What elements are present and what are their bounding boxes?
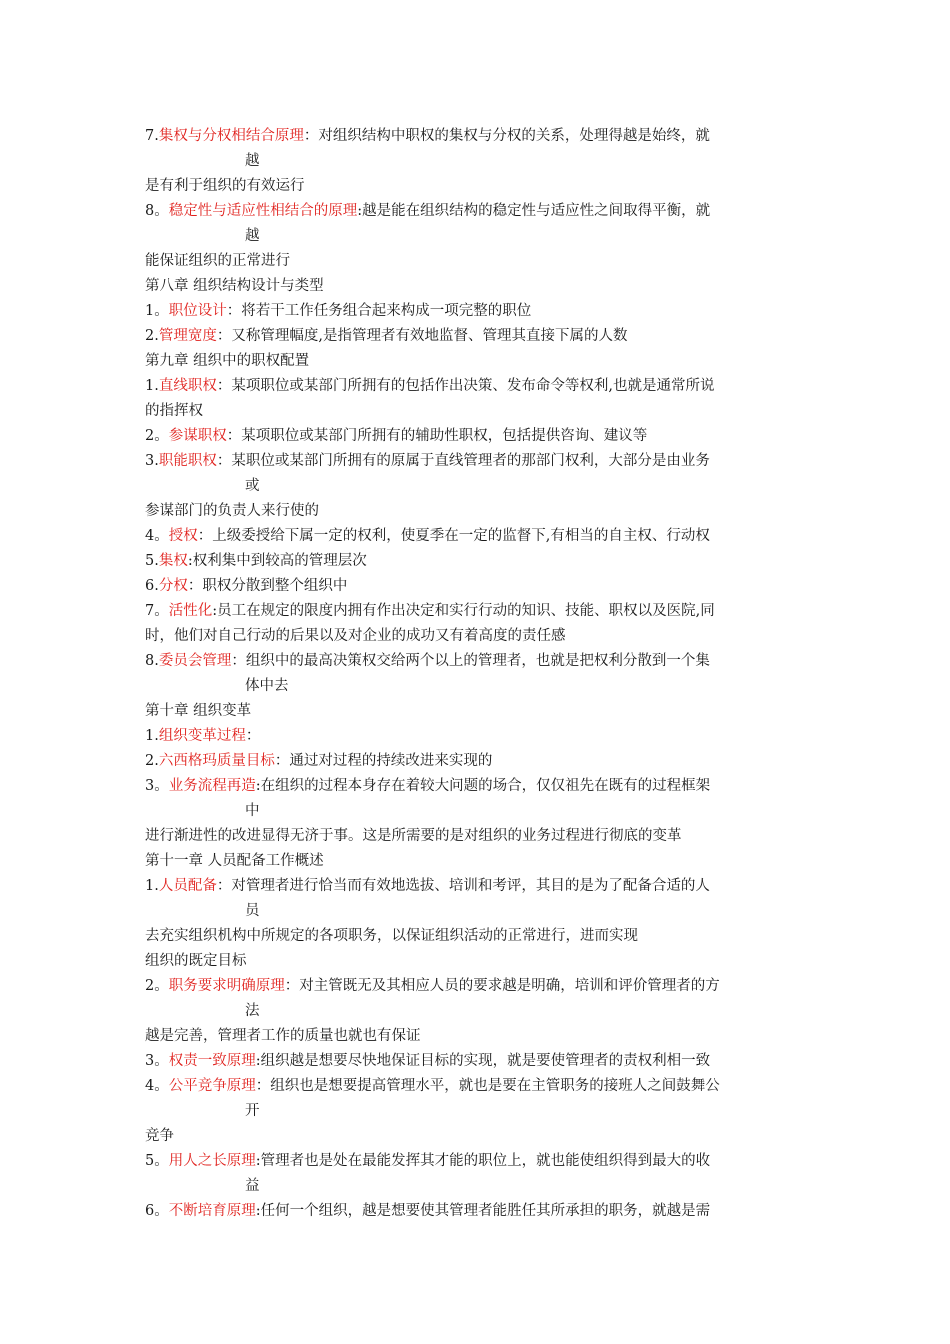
definition-text: 第八章 组织结构设计与类型: [145, 278, 324, 294]
text-line: [145, 249, 810, 274]
term-highlight: 人员配备: [158, 878, 217, 894]
term-highlight: 委员会管理: [158, 653, 232, 669]
item-number: 1。: [145, 303, 169, 319]
text-line: [145, 499, 810, 524]
term-highlight: 授权: [168, 528, 198, 544]
item-number: 1.: [145, 728, 159, 744]
text-line: [145, 724, 810, 749]
definition-text: 开: [245, 1103, 260, 1119]
text-line: [145, 274, 810, 299]
text-line: [145, 999, 810, 1024]
definition-text: 时，他们对自己行动的后果以及对企业的成功又有着高度的责任感: [145, 628, 566, 644]
definition-text: 去充实组织机构中所规定的各项职务，以保证组织活动的正常进行，进而实现: [145, 928, 638, 944]
text-line: [145, 1199, 810, 1224]
text-line: [145, 1049, 810, 1074]
definition-text: 第九章 组织中的职权配置: [145, 353, 310, 369]
item-number: 3。: [145, 1053, 169, 1069]
definition-text: ：某项职位或某部门所拥有的包括作出决策、发布命令等权利,也就是通常所说: [216, 378, 715, 394]
definition-text: 能保证组织的正常进行: [145, 253, 290, 269]
text-line: [145, 799, 810, 824]
item-number: 2。: [145, 428, 169, 444]
definition-text: 竞争: [145, 1128, 174, 1144]
term-highlight: 业务流程再造: [168, 778, 256, 794]
definition-text: 第十章 组织变革: [145, 703, 252, 719]
definition-text: ：又称管理幅度,是指管理者有效地监督、管理其直接下属的人数: [216, 328, 628, 344]
definition-text: ：某项职位或某部门所拥有的辅助性职权，包括提供咨询、建议等: [226, 428, 648, 444]
text-line: [145, 449, 810, 474]
item-number: 1.: [145, 378, 159, 394]
definition-text: ：上级委授给下属一定的权利，使夏季在一定的监督下,有相当的自主权、行动权: [197, 528, 710, 544]
definition-text: :管理者也是处在最能发挥其才能的职位上，就也能使组织得到最大的收: [255, 1153, 711, 1169]
term-highlight: 职位设计: [168, 303, 227, 319]
definition-text: 组织的既定目标: [145, 953, 247, 969]
item-number: 4。: [145, 1078, 169, 1094]
text-line: [145, 224, 810, 249]
item-number: 5.: [145, 553, 159, 569]
term-highlight: 稳定性与适应性相结合的原理: [168, 203, 358, 219]
text-line: [145, 774, 810, 799]
term-highlight: 权责一致原理: [168, 1053, 256, 1069]
text-line: [145, 649, 810, 674]
definition-text: 越是完善，管理者工作的质量也就也有保证: [145, 1028, 421, 1044]
definition-text: ：对组织结构中职权的集权与分权的关系，处理得越是始终，就: [303, 128, 710, 144]
text-line: [145, 699, 810, 724]
item-number: 7。: [145, 603, 169, 619]
definition-text: 越: [245, 153, 260, 169]
term-highlight: 公平竞争原理: [168, 1078, 256, 1094]
text-line: [145, 399, 810, 424]
item-number: 2。: [145, 978, 169, 994]
text-line: [145, 674, 810, 699]
text-line: [145, 1099, 810, 1124]
definition-text: 越: [245, 228, 260, 244]
text-line: [145, 949, 810, 974]
definition-text: :越是能在组织结构的稳定性与适应性之间取得平衡，就: [357, 203, 711, 219]
item-number: 6。: [145, 1203, 169, 1219]
definition-text: 是有利于组织的有效运行: [145, 178, 305, 194]
definition-text: ：对主管既无及其相应人员的要求越是明确，培训和评价管理者的方: [284, 978, 720, 994]
text-line: [145, 574, 810, 599]
definition-text: :员工在规定的限度内拥有作出决定和实行行动的知识、技能、职权以及医院,同: [212, 603, 715, 619]
definition-text: 员: [245, 903, 260, 919]
definition-text: ：通过对过程的持续改进来实现的: [274, 753, 493, 769]
term-highlight: 用人之长原理: [168, 1153, 256, 1169]
text-line: [145, 199, 810, 224]
term-highlight: 六西格玛质量目标: [158, 753, 275, 769]
item-number: 2.: [145, 328, 159, 344]
item-number: 3.: [145, 453, 159, 469]
definition-text: :组织越是想要尽快地保证目标的实现，就是要使管理者的责权利相一致: [255, 1053, 711, 1069]
term-highlight: 不断培育原理: [168, 1203, 256, 1219]
text-line: [145, 374, 810, 399]
definition-text: ：: [245, 728, 261, 744]
term-highlight: 直线职权: [158, 378, 217, 394]
text-line: [145, 849, 810, 874]
text-line: [145, 549, 810, 574]
text-line: [145, 824, 810, 849]
definition-text: 益: [245, 1178, 260, 1194]
text-line: [145, 749, 810, 774]
text-line: [145, 924, 810, 949]
term-highlight: 集权与分权相结合原理: [158, 128, 304, 144]
text-line: [145, 599, 810, 624]
text-line: [145, 174, 810, 199]
text-line: [145, 474, 810, 499]
definition-text: :权利集中到较高的管理层次: [187, 553, 367, 569]
definition-text: 的指挥权: [145, 403, 203, 419]
term-highlight: 参谋职权: [168, 428, 227, 444]
term-highlight: 职务要求明确原理: [168, 978, 285, 994]
definition-text: :在组织的过程本身存在着较大问题的场合，仅仅祖先在既有的过程框架: [255, 778, 711, 794]
term-highlight: 集权: [158, 553, 188, 569]
text-line: [145, 424, 810, 449]
document-body: [145, 124, 810, 1224]
term-highlight: 活性化: [168, 603, 213, 619]
term-highlight: 职能职权: [158, 453, 217, 469]
definition-text: 法: [245, 1003, 260, 1019]
item-number: 2.: [145, 753, 159, 769]
item-number: 8.: [145, 653, 159, 669]
item-number: 8。: [145, 203, 169, 219]
text-line: [145, 124, 810, 149]
definition-text: ：职权分散到整个组织中: [187, 578, 348, 594]
text-line: [145, 1124, 810, 1149]
definition-text: 参谋部门的负责人来行使的: [145, 503, 319, 519]
definition-text: ：某职位或某部门所拥有的原属于直线管理者的那部门权利，大部分是由业务: [216, 453, 710, 469]
item-number: 1.: [145, 878, 159, 894]
text-line: [145, 349, 810, 374]
text-line: [145, 624, 810, 649]
term-highlight: 分权: [158, 578, 188, 594]
text-line: [145, 874, 810, 899]
term-highlight: 管理宽度: [158, 328, 217, 344]
definition-text: 进行渐进性的改进显得无济于事。这是所需要的是对组织的业务过程进行彻底的变革: [145, 828, 682, 844]
text-line: [145, 324, 810, 349]
item-number: 6.: [145, 578, 159, 594]
definition-text: ：组织中的最高决策权交给两个以上的管理者，也就是把权利分散到一个集: [231, 653, 710, 669]
definition-text: ：将若干工作任务组合起来构成一项完整的职位: [226, 303, 532, 319]
definition-text: 中: [245, 803, 260, 819]
definition-text: ：组织也是想要提高管理水平，就也是要在主管职务的接班人之间鼓舞公: [255, 1078, 720, 1094]
text-line: [145, 1074, 810, 1099]
definition-text: ：对管理者进行恰当而有效地选拔、培训和考评，其目的是为了配备合适的人: [216, 878, 710, 894]
text-line: [145, 974, 810, 999]
definition-text: :任何一个组织，越是想要使其管理者能胜任其所承担的职务，就越是需: [255, 1203, 711, 1219]
text-line: [145, 299, 810, 324]
definition-text: 第十一章 人员配备工作概述: [145, 853, 324, 869]
text-line: [145, 149, 810, 174]
term-highlight: 组织变革过程: [158, 728, 246, 744]
text-line: [145, 1024, 810, 1049]
text-line: [145, 1149, 810, 1174]
item-number: 4。: [145, 528, 169, 544]
definition-text: 体中去: [245, 678, 289, 694]
item-number: 7.: [145, 128, 159, 144]
item-number: 3。: [145, 778, 169, 794]
text-line: [145, 899, 810, 924]
definition-text: 或: [245, 478, 260, 494]
text-line: [145, 524, 810, 549]
text-line: [145, 1174, 810, 1199]
item-number: 5。: [145, 1153, 169, 1169]
